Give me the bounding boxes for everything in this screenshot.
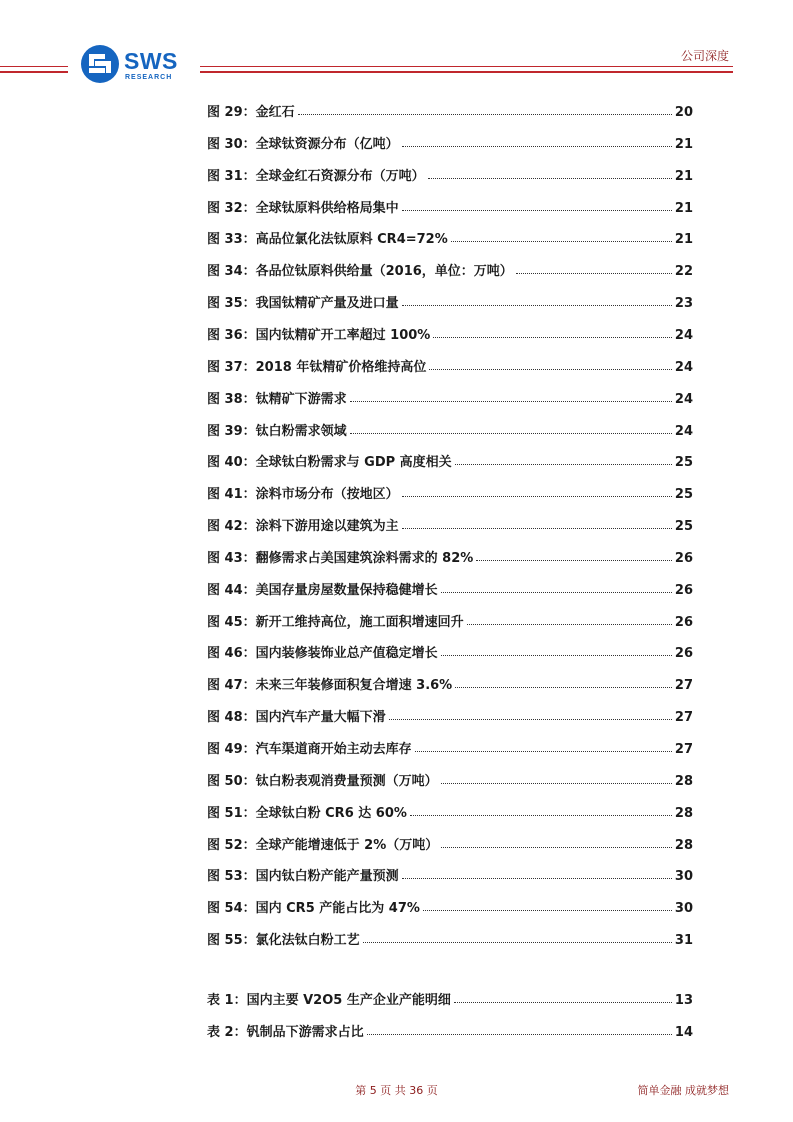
figure-entry-page: 25 xyxy=(674,455,693,471)
figure-entry-page: 28 xyxy=(674,837,693,853)
figure-entry-page: 20 xyxy=(674,105,693,120)
figure-entry-label: 图 29：金红石 xyxy=(207,105,295,120)
figure-entry[interactable] xyxy=(207,289,693,311)
figure-entry-page: 21 xyxy=(674,200,693,216)
figure-entry-label: 图 37：2018 年钛精矿价格维持高位 xyxy=(207,359,427,375)
dot-leader xyxy=(433,336,672,338)
figure-entry[interactable] xyxy=(207,544,693,566)
dot-leader xyxy=(402,527,672,529)
footer-page-number: 第 5 页 共 36 页 xyxy=(355,1084,438,1097)
figure-entry[interactable] xyxy=(207,639,693,661)
figure-entry-label: 图 34：各品位钛原料供给量（2016，单位：万吨） xyxy=(207,264,513,280)
figure-entry-label: 图 39：钛白粉需求领域 xyxy=(207,423,347,439)
header-report-type: 公司深度 xyxy=(680,49,729,63)
table-entry-page: 14 xyxy=(674,1025,693,1040)
dot-leader xyxy=(454,1001,672,1003)
figure-entry-page: 26 xyxy=(674,582,693,598)
figure-entry[interactable] xyxy=(207,353,693,375)
figure-entry[interactable] xyxy=(207,576,693,598)
figure-entry-page: 24 xyxy=(674,391,693,407)
dot-leader xyxy=(298,113,672,115)
figure-entry-page: 26 xyxy=(674,646,693,662)
dot-leader xyxy=(363,941,672,943)
figure-entry-page: 31 xyxy=(674,933,693,949)
header-divider-left-top xyxy=(0,66,68,67)
figure-entry-page: 25 xyxy=(674,519,693,535)
figure-entry-page: 21 xyxy=(674,136,693,152)
figure-entry[interactable] xyxy=(207,894,693,916)
table-entry-page: 13 xyxy=(674,993,693,1008)
figure-entry[interactable] xyxy=(207,831,693,853)
logo xyxy=(80,44,185,84)
dot-leader xyxy=(441,846,672,848)
figure-entry-label: 图 52：全球产能增速低于 2%（万吨） xyxy=(207,837,439,853)
figure-entry-page: 27 xyxy=(674,678,693,694)
dot-leader xyxy=(402,304,672,306)
figure-entry-page: 30 xyxy=(674,901,693,917)
header-divider-right xyxy=(200,71,733,73)
figure-entry[interactable] xyxy=(207,385,693,407)
dot-leader xyxy=(350,400,672,402)
figure-entry-label: 图 31：全球金红石资源分布（万吨） xyxy=(207,168,425,184)
dot-leader xyxy=(455,463,672,465)
figure-entry-label: 图 46：国内装修装饰业总产值稳定增长 xyxy=(207,646,438,662)
figure-entry-page: 24 xyxy=(674,327,693,343)
figure-entry-label: 图 47：未来三年装修面积复合增速 3.6% xyxy=(207,678,453,694)
figure-entry-page: 21 xyxy=(674,168,693,184)
figure-entry-label: 图 51：全球钛白粉 CR6 达 60% xyxy=(207,805,407,821)
figure-entry[interactable] xyxy=(207,130,693,152)
figure-entry-label: 图 36：国内钛精矿开工率超过 100% xyxy=(207,327,431,343)
figure-entry-label: 图 33：高品位氯化法钛原料 CR4=72% xyxy=(207,232,448,248)
figure-entry-label: 图 35：我国钛精矿产量及进口量 xyxy=(207,296,399,312)
figure-entry-label: 图 49：汽车渠道商开始主动去库存 xyxy=(207,742,412,757)
figure-entry[interactable] xyxy=(207,926,693,948)
figure-entry-page: 24 xyxy=(674,359,693,375)
figure-entry[interactable] xyxy=(207,98,693,120)
figure-entry[interactable] xyxy=(207,767,693,789)
figure-entry[interactable] xyxy=(207,799,693,821)
logo-subtext: RESEARCH xyxy=(125,74,173,81)
dot-leader xyxy=(516,272,672,274)
figure-entry[interactable] xyxy=(207,671,693,693)
figure-entry[interactable] xyxy=(207,480,693,502)
figure-entry-label: 图 55：氯化法钛白粉工艺 xyxy=(207,933,360,949)
figure-entry-label: 图 40：全球钛白粉需求与 GDP 高度相关 xyxy=(207,455,452,471)
dot-leader xyxy=(402,145,672,147)
table-entry[interactable] xyxy=(207,1018,693,1040)
figure-entry[interactable] xyxy=(207,608,693,630)
dot-leader xyxy=(410,814,672,816)
figure-entry-page: 26 xyxy=(674,550,693,566)
figure-entry-page: 30 xyxy=(674,869,693,885)
figure-entry[interactable] xyxy=(207,862,693,884)
figure-entry-label: 图 38：钛精矿下游需求 xyxy=(207,391,347,407)
figure-entry[interactable] xyxy=(207,162,693,184)
figure-entry-label: 图 53：国内钛白粉产能产量预测 xyxy=(207,869,399,885)
figure-entry[interactable] xyxy=(207,703,693,725)
dot-leader xyxy=(402,495,672,497)
figure-entry-label: 图 48：国内汽车产量大幅下滑 xyxy=(207,710,386,726)
dot-leader xyxy=(441,654,672,656)
figure-entry[interactable] xyxy=(207,448,693,470)
dot-leader xyxy=(429,368,672,370)
figure-entry-label: 图 43：翻修需求占美国建筑涂料需求的 82% xyxy=(207,550,474,566)
figure-entry-page: 28 xyxy=(674,805,693,821)
figure-entry-label: 图 41：涂料市场分布（按地区） xyxy=(207,487,399,503)
figure-entry-page: 22 xyxy=(674,264,693,280)
table-entry-label: 表 1：国内主要 V2O5 生产企业产能明细 xyxy=(207,993,451,1008)
figure-entry-page: 27 xyxy=(674,710,693,726)
figure-entry[interactable] xyxy=(207,194,693,216)
dot-leader xyxy=(441,782,672,784)
figure-entry-page: 26 xyxy=(674,614,693,630)
figure-entry-page: 21 xyxy=(674,232,693,248)
dot-leader xyxy=(402,877,672,879)
dot-leader xyxy=(402,209,672,211)
dot-leader xyxy=(389,718,672,720)
figure-entry-page: 25 xyxy=(674,487,693,503)
dot-leader xyxy=(415,750,672,752)
table-entry-label: 表 2：钒制品下游需求占比 xyxy=(207,1025,364,1040)
dot-leader xyxy=(451,240,672,242)
figure-entry[interactable] xyxy=(207,225,693,247)
sws-logo-icon xyxy=(80,44,120,84)
figure-entry[interactable] xyxy=(207,512,693,534)
figure-entry[interactable] xyxy=(207,321,693,343)
dot-leader xyxy=(423,909,672,911)
figure-entry-label: 图 44：美国存量房屋数量保持稳健增长 xyxy=(207,582,438,598)
header-divider-right-top xyxy=(200,66,733,67)
dot-leader xyxy=(428,177,672,179)
figure-entry-label: 图 45：新开工维持高位，施工面积增速回升 xyxy=(207,614,464,630)
figure-entry-label: 图 50：钛白粉表观消费量预测（万吨） xyxy=(207,773,438,789)
figure-entry-page: 23 xyxy=(674,296,693,312)
dot-leader xyxy=(476,559,672,561)
figure-entry-label: 图 54：国内 CR5 产能占比为 47% xyxy=(207,901,420,917)
table-entry[interactable] xyxy=(207,986,693,1008)
footer-slogan: 简单金融 成就梦想 xyxy=(637,1084,729,1097)
dot-leader xyxy=(455,686,672,688)
figure-entry-page: 27 xyxy=(674,742,693,757)
figure-entry[interactable] xyxy=(207,257,693,279)
dot-leader xyxy=(350,432,672,434)
dot-leader xyxy=(441,591,672,593)
figure-entry[interactable] xyxy=(207,735,693,757)
dot-leader xyxy=(467,623,672,625)
logo-text: SWS xyxy=(124,48,178,74)
dot-leader xyxy=(367,1033,672,1035)
figure-entry-page: 24 xyxy=(674,423,693,439)
figure-entry-label: 图 42：涂料下游用途以建筑为主 xyxy=(207,519,399,535)
figure-entry[interactable] xyxy=(207,417,693,439)
figure-entry-label: 图 30：全球钛资源分布（亿吨） xyxy=(207,136,399,152)
header-divider-left xyxy=(0,71,68,73)
figure-entry-label: 图 32：全球钛原料供给格局集中 xyxy=(207,200,399,216)
figure-entry-page: 28 xyxy=(674,773,693,789)
